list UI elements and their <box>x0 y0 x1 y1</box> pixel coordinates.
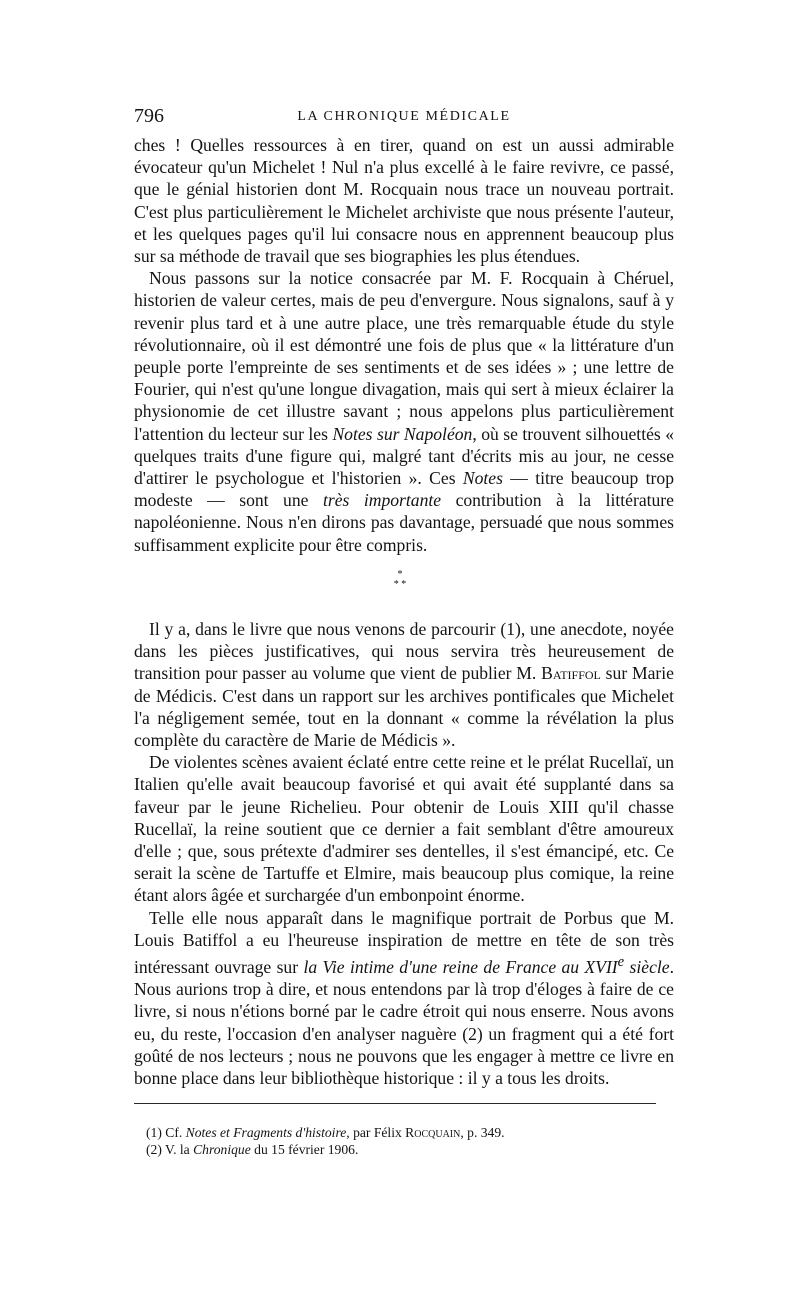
author-name-batiffol: Batiffol <box>541 663 601 684</box>
footnote-1: (1) Cf. Notes et Fragments d'histoire, par Félix Rocquain, p. 349. <box>146 1125 505 1140</box>
italic-book-title: la Vie intime d'une reine de France au XVII <box>303 956 618 977</box>
paragraph-4: De violentes scènes avaient éclaté entre cette reine et le prélat Rucellaï, un Italien qu'elle avait beaucoup favorisé et qui avait été supplanté dans sa faveur par le jeune Richelieu. Pour obtenir de Louis XIII qu'il chasse Rucellaï, la reine soutient que ce dernier a fait semblant d'être amoureux d'elle ; que, sous prétexte d'admirer ses dentelles, il s'est émancipé, etc. Ce serait la scène de Tartuffe et Elmire, mais beaucoup plus comique, la reine étant alors âgée et surchargée d'un embonpoint énorme. <box>134 752 674 906</box>
body-text-bottom <box>134 618 674 1089</box>
superscript-e: e <box>617 954 625 971</box>
italic-tres-importante: très importante <box>322 490 442 511</box>
italic-notes-sur-napoleon: Notes sur Napoléon <box>332 423 473 444</box>
italic-siecle: siècle <box>624 956 670 977</box>
italic-notes: Notes <box>462 468 503 489</box>
page-header <box>134 104 674 128</box>
paragraph-1: ches ! Quelles ressources à en tirer, quand on est un aussi admirable évocateur qu'un Michelet ! Nul n'a plus excellé à le faire revivre, ce passé, que le génial historien dont M. Rocquain nous trace un nouveau portrait. C'est plus particulièrement le Michelet archiviste que nous présente l'auteur, et les quelques pages qu'il lui consacre nous en apprennent beaucoup plus sur sa méthode de travail que ses biographies les plus étendues. <box>134 135 674 267</box>
footnotes <box>146 1124 666 1158</box>
running-title: LA CHRONIQUE MÉDICALE <box>297 109 511 124</box>
paragraph-2: Nous passons sur la notice consacrée par M. F. Rocquain à Chéruel, historien de valeur certes, mais de peu d'envergure. Nous signalons, sauf à y revenir plus tard et à une autre place, une très remarquable étude du style révolutionnaire, où il est démontré une fois de plus que « la littérature d'un peuple porte l'empreinte de ses sentiments et de ses idées » ; une lettre de Fourier, qui n'est qu'une longue divagation, mais qui sert à mieux éclairer la physionomie de cet illustre savant ; nous appelons plus particulièrement l'attention du lecteur sur les Notes sur Napoléon, où se trouvent silhouettés « quelques traits d'une figure qui, malgré tant d'écrits mis au jour, ne cesse d'attirer le psychologue et l'historien ». Ces Notes — titre beaucoup trop modeste — sont une très importante contribution à la littérature napoléonienne. Nous n'en dirons pas davantage, persuadé que nous sommes suffisamment explicite pour être compris. <box>134 268 675 555</box>
page-number: 796 <box>134 105 164 127</box>
section-break-asterism: * * * <box>393 569 407 590</box>
body-text-top <box>134 134 674 556</box>
footnote-2: (2) V. la Chronique du 15 février 1906. <box>146 1142 359 1157</box>
footnote-rule <box>134 1103 656 1104</box>
paragraph-3: Il y a, dans le livre que nous venons de parcourir (1), une anecdote, noyée dans les pièces justificatives, qui nous servira très heureusement de transition pour passer au volume que vient de publier M. Batiffol sur Marie de Médicis. C'est dans un rapport sur les archives pontificales que Michelet l'a négligement semée, tout en la donnant « comme la révélation la plus complète du caractère de Marie de Médicis ». <box>134 619 674 751</box>
paragraph-5: Telle elle nous apparaît dans le magnifique portrait de Porbus que M. Louis Batiffol a eu l'heureuse inspiration de mettre en tête de son très intéressant ouvrage sur la Vie intime d'une reine de France au XVIIe siècle. Nous aurions trop à dire, et nous entendons par là trop d'éloges à faire de ce livre, si nous n'étions borné par le cadre étroit qui nous enserre. Nous avons eu, du reste, l'occasion d'en analyser naguère (2) un fragment qui a été fort goûté de nos lecteurs ; nous ne pouvons que les engager à mettre ce livre en bonne place dans leur bibliothèque historique : il y a tous les droits. <box>134 907 674 1088</box>
